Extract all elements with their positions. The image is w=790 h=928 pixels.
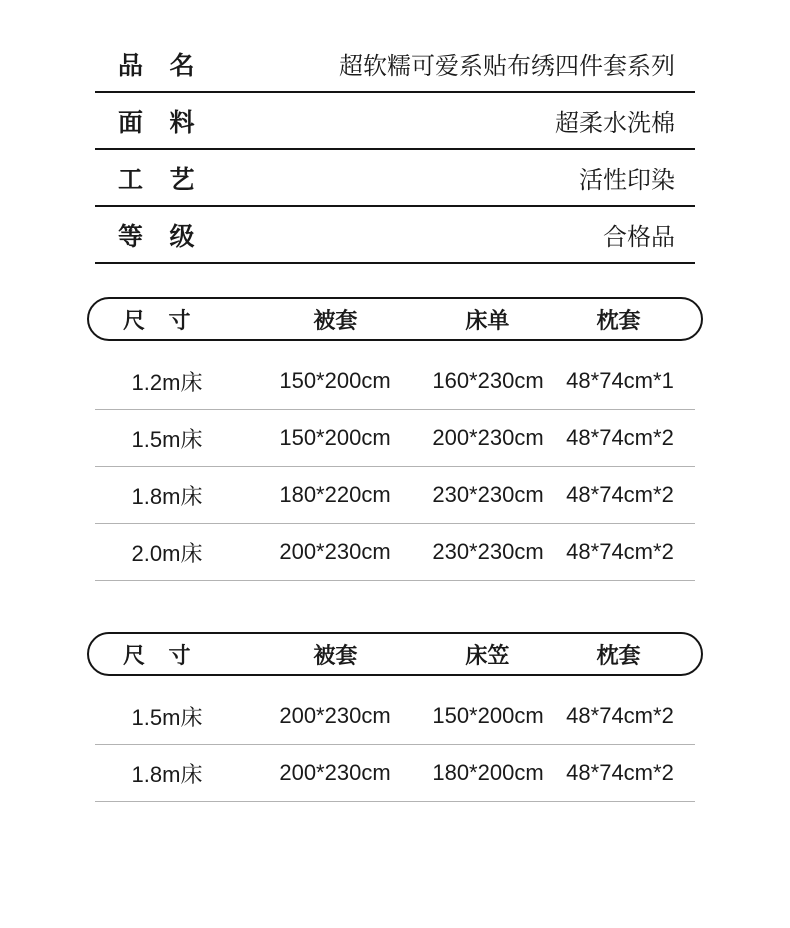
size-table-bed-sheet <box>95 297 695 581</box>
pillowcase-cell: 48*74cm*1 <box>566 368 674 393</box>
bed-sheet-cell: 230*230cm <box>432 539 544 564</box>
product-name-row <box>95 36 695 93</box>
size-cell: 1.2m床 <box>131 369 203 395</box>
attributes-section <box>95 0 695 264</box>
grade-value: 合格品 <box>603 224 675 251</box>
size-table-fitted-sheet <box>95 632 695 802</box>
product-name-value: 超软糯可爱系贴布绣四件套系列 <box>339 53 675 80</box>
bed-sheet-cell: 230*230cm <box>432 482 544 507</box>
size-cell: 1.8m床 <box>131 483 203 509</box>
spec-content <box>95 0 695 802</box>
table-row <box>95 524 695 581</box>
pillowcase-cell: 48*74cm*2 <box>566 760 674 785</box>
duvet-cover-cell: 180*220cm <box>279 482 391 507</box>
pillowcase-cell: 48*74cm*2 <box>566 425 674 450</box>
duvet-cover-cell: 200*230cm <box>279 703 391 728</box>
product-name-label: 品 名 <box>118 51 196 80</box>
duvet-cover-cell: 150*200cm <box>279 368 391 393</box>
table-row <box>95 467 695 524</box>
header-pillowcase: 枕套 <box>596 642 641 668</box>
header-fitted-sheet: 床笠 <box>465 642 510 668</box>
header-pillowcase: 枕套 <box>596 307 641 333</box>
header-duvet-cover: 被套 <box>313 642 358 668</box>
fitted-sheet-cell: 150*200cm <box>432 703 544 728</box>
fabric-row <box>95 93 695 150</box>
size-cell: 1.5m床 <box>131 426 203 452</box>
pillowcase-cell: 48*74cm*2 <box>566 539 674 564</box>
craft-label: 工 艺 <box>118 165 196 194</box>
duvet-cover-cell: 200*230cm <box>279 760 391 785</box>
table-row <box>95 688 695 745</box>
size-cell: 1.5m床 <box>131 704 203 730</box>
bed-sheet-cell: 160*230cm <box>432 368 544 393</box>
size-table-fitted-sheet-header <box>87 632 703 676</box>
header-size: 尺 寸 <box>123 307 192 333</box>
header-size: 尺 寸 <box>123 642 192 668</box>
grade-label: 等 级 <box>118 222 196 251</box>
craft-value: 活性印染 <box>579 167 675 194</box>
header-duvet-cover: 被套 <box>313 307 358 333</box>
bed-sheet-cell: 200*230cm <box>432 425 544 450</box>
fitted-sheet-cell: 180*200cm <box>432 760 544 785</box>
table-row <box>95 353 695 410</box>
pillowcase-cell: 48*74cm*2 <box>566 703 674 728</box>
duvet-cover-cell: 150*200cm <box>279 425 391 450</box>
table-row <box>95 745 695 802</box>
size-table-bed-sheet-header <box>87 297 703 341</box>
pillowcase-cell: 48*74cm*2 <box>566 482 674 507</box>
fabric-value: 超柔水洗棉 <box>555 110 675 137</box>
craft-row <box>95 150 695 207</box>
size-cell: 2.0m床 <box>131 540 203 566</box>
fabric-label: 面 料 <box>118 108 196 137</box>
size-cell: 1.8m床 <box>131 761 203 787</box>
grade-row <box>95 207 695 264</box>
table-row <box>95 410 695 467</box>
header-bed-sheet: 床单 <box>465 307 510 333</box>
duvet-cover-cell: 200*230cm <box>279 539 391 564</box>
